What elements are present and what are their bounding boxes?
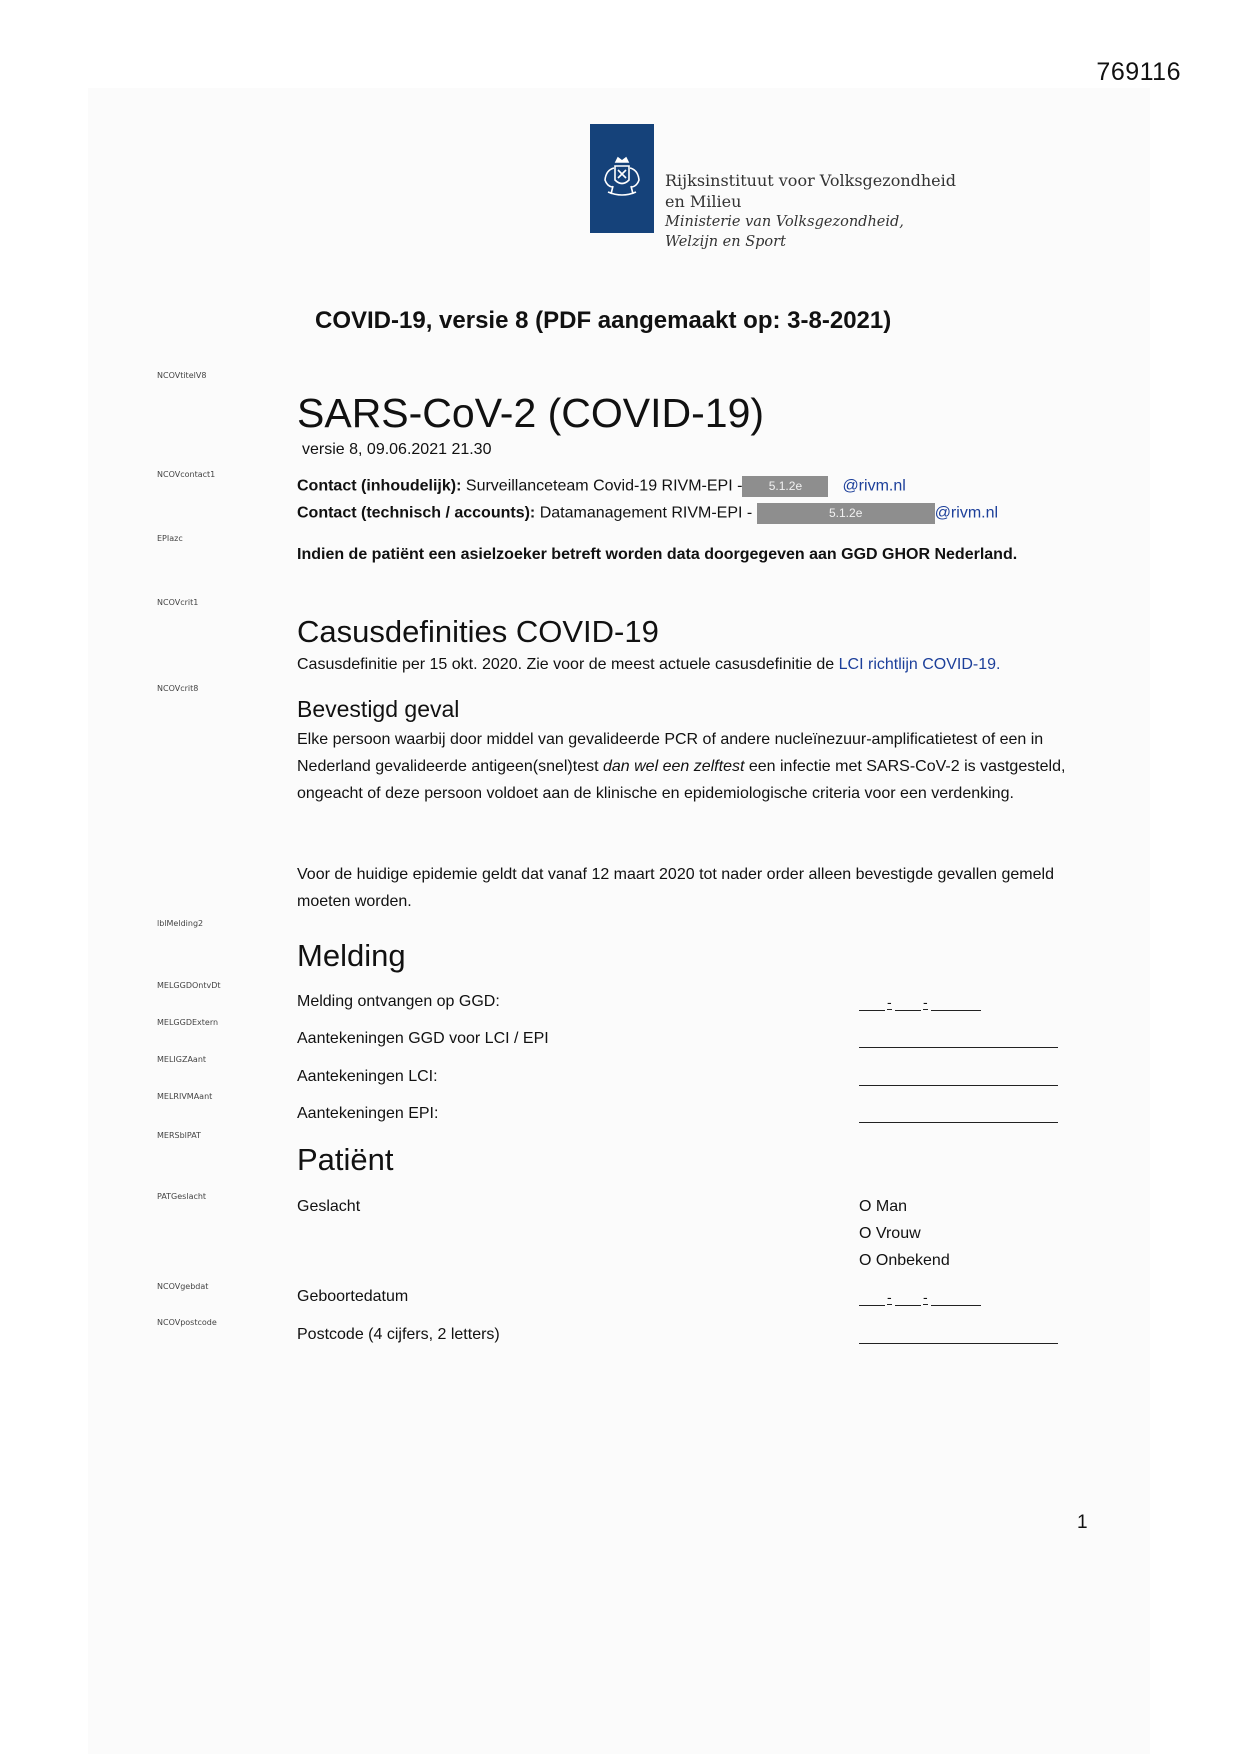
logo-line-1: Rijksinstituut voor Volksgezondheid: [665, 171, 956, 190]
lci-link[interactable]: LCI richtlijn COVID-19.: [838, 656, 1001, 673]
aantekeningen-ggd-label: Aantekeningen GGD voor LCI / EPI: [297, 1030, 549, 1047]
field-code-melding-ontv: MELGGDOntvDt: [157, 981, 221, 990]
field-code-title: NCOVtitelV8: [157, 371, 207, 380]
section-heading-melding: Melding: [297, 938, 406, 973]
contact-content-text: Surveillanceteam Covid-19 RIVM-EPI -: [465, 477, 743, 495]
field-code-melding-lci: MELIGZAant: [157, 1055, 207, 1064]
geboortedatum-field[interactable]: - -: [859, 1292, 981, 1306]
casus-text-body: Casusdefinitie per 15 okt. 2020. Zie voor de meest actuele casusdefinitie de: [297, 656, 835, 673]
email-suffix: @rivm.nl: [934, 504, 999, 522]
option-man[interactable]: O Man: [859, 1198, 908, 1215]
postcode-label: Postcode (4 cijfers, 2 letters): [297, 1326, 500, 1343]
melding-date-field[interactable]: - -: [859, 997, 981, 1011]
document-number: 769116: [1096, 58, 1181, 86]
casus-text: [297, 651, 1087, 678]
bevestigd-text-b: een infectie met SARS-CoV-2 is vastgesteld, ongeacht of deze persoon voldoet aan de klinische en epidemiologische criteria voor een verdenking.: [297, 758, 1066, 802]
aantekeningen-ggd-field[interactable]: [859, 1047, 1058, 1048]
contact-content: [297, 476, 906, 497]
aantekeningen-epi-label: Aantekeningen EPI:: [297, 1105, 439, 1122]
field-code-patient: MERSblPAT: [157, 1131, 201, 1140]
logo-text: [665, 170, 956, 252]
contact-content-label: Contact (inhoudelijk):: [297, 477, 462, 495]
field-code-gebdat: NCOVgebdat: [157, 1282, 209, 1291]
field-code-crit8: NCOVcrit8: [157, 684, 199, 693]
asylum-notice: Indien de patiënt een asielzoeker betreft worden data doorgegeven aan GGD GHOR Nederland.: [297, 546, 1018, 563]
page-title: SARS-CoV-2 (COVID-19): [297, 390, 765, 436]
field-code-contact: NCOVcontact1: [157, 470, 216, 479]
geslacht-label: Geslacht: [297, 1198, 361, 1215]
version-line: versie 8, 09.06.2021 21.30: [302, 441, 492, 458]
contact-technical: [297, 503, 998, 524]
logo-line-3: Ministerie van Volksgezondheid,: [665, 214, 904, 230]
field-code-melding: lblMelding2: [157, 919, 204, 928]
aantekeningen-epi-field[interactable]: [859, 1122, 1058, 1123]
bevestigd-text-italic: dan wel een zelftest: [602, 758, 745, 775]
coat-of-arms-icon: [590, 124, 654, 233]
contact-technical-label: Contact (technisch / accounts):: [297, 504, 536, 522]
field-code-melding-epi: MELRIVMAant: [157, 1092, 213, 1101]
aantekeningen-lci-label: Aantekeningen LCI:: [297, 1068, 438, 1085]
postcode-field[interactable]: [859, 1343, 1058, 1344]
epidemic-paragraph: Voor de huidige epidemie geldt dat vanaf 12 maart 2020 tot nader order alleen bevestigde gevallen gemeld moeten worden.: [297, 866, 1054, 910]
aantekeningen-lci-field[interactable]: [859, 1085, 1058, 1086]
section-heading-bevestigd: Bevestigd geval: [297, 696, 460, 722]
geboortedatum-label: Geboortedatum: [297, 1288, 409, 1305]
bevestigd-text-a: Elke persoon waarbij door middel van gevalideerde PCR of andere nucleïnezuur-amplificatietest of een in Nederland gevalideerde antigeen(snel)test: [297, 731, 1044, 775]
bevestigd-paragraph: [297, 726, 1087, 807]
option-vrouw[interactable]: O Vrouw: [859, 1225, 921, 1242]
redacted-box: 5.1.2e: [757, 503, 935, 524]
section-heading-patient: Patiënt: [297, 1142, 394, 1177]
pdf-title: COVID-19, versie 8 (PDF aangemaakt op: 3-8-2021): [315, 307, 892, 334]
section-heading-casus: Casusdefinities COVID-19: [297, 614, 659, 649]
logo-line-2: en Milieu: [665, 192, 742, 211]
field-code-geslacht: PATGeslacht: [157, 1192, 207, 1201]
field-code-epi: EPIazc: [157, 534, 183, 543]
redacted-box: 5.1.2e: [742, 476, 828, 497]
email-suffix: @rivm.nl: [842, 477, 906, 495]
option-onbekend[interactable]: O Onbekend: [859, 1252, 950, 1269]
logo-line-4: Welzijn en Sport: [665, 234, 786, 250]
field-code-crit1: NCOVcrit1: [157, 598, 199, 607]
field-code-postcode: NCOVpostcode: [157, 1318, 217, 1327]
rivm-logo: [590, 124, 960, 264]
contact-technical-text: Datamanagement RIVM-EPI -: [539, 504, 753, 522]
page-background: [88, 88, 1150, 1754]
page-number: 1: [1077, 1512, 1088, 1533]
field-code-melding-ggd: MELGGDExtern: [157, 1018, 219, 1027]
melding-ontvangen-label: Melding ontvangen op GGD:: [297, 993, 500, 1010]
